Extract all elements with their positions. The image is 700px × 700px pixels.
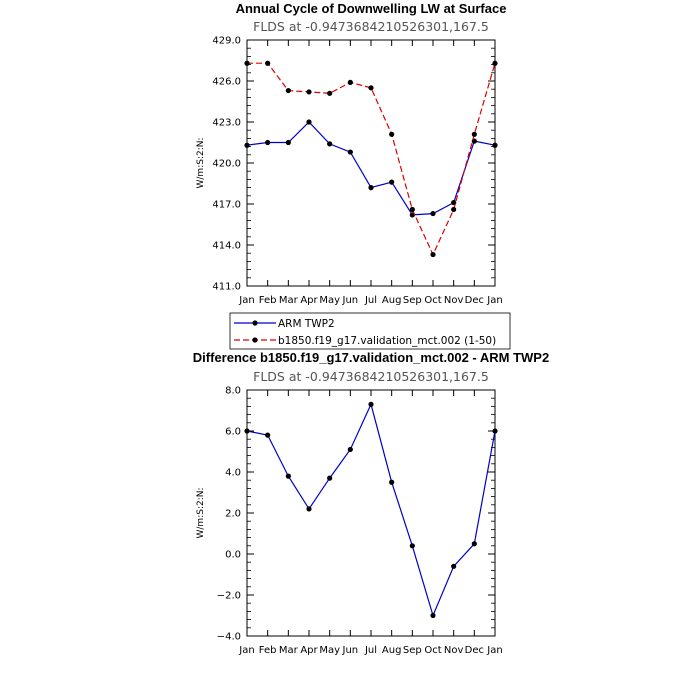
y-tick-label: 2.0	[225, 508, 241, 520]
series-line-0	[247, 404, 495, 615]
data-point	[265, 140, 270, 145]
data-point	[348, 80, 353, 85]
x-tick-label: May	[319, 645, 341, 656]
x-tick-label: Jul	[364, 295, 378, 306]
data-point	[327, 91, 332, 96]
data-point	[389, 480, 394, 485]
x-tick-label: Sep	[402, 295, 422, 306]
x-tick-label: Mar	[278, 295, 298, 306]
x-tick-label: Oct	[424, 295, 442, 306]
data-point	[244, 61, 249, 66]
x-tick-label: Jul	[364, 645, 378, 656]
data-point	[368, 185, 373, 190]
y-tick-label: 8.0	[225, 385, 241, 397]
series-layer	[244, 61, 497, 258]
y-tick-label: 4.0	[225, 467, 241, 479]
plot-frame	[247, 40, 495, 286]
data-point	[306, 119, 311, 124]
x-tick-label: Jan	[487, 295, 503, 306]
plot-area	[247, 390, 495, 636]
data-point	[348, 149, 353, 154]
data-point	[306, 89, 311, 94]
data-point	[265, 433, 270, 438]
series-layer	[244, 402, 497, 618]
legend	[230, 313, 510, 349]
x-tick-label: Nov	[443, 645, 464, 656]
x-tick-label: Mar	[278, 645, 298, 656]
legend-label-model: b1850.f19_g17.validation_mct.002 (1-50)	[278, 335, 497, 347]
y-axis-label: W/m:S:2:N:	[196, 487, 206, 539]
x-tick-label: Feb	[258, 295, 277, 306]
data-point	[306, 506, 311, 511]
data-point	[492, 143, 497, 148]
x-tick-label: Aug	[381, 295, 402, 306]
x-tick-label: May	[319, 295, 341, 306]
x-tick-label: Apr	[300, 295, 318, 306]
data-point	[368, 402, 373, 407]
y-tick-label: 6.0	[225, 426, 241, 438]
x-tick-label: Jun	[342, 645, 359, 656]
x-tick-label: Sep	[402, 645, 422, 656]
data-point	[389, 132, 394, 137]
data-point	[286, 140, 291, 145]
y-tick-label: 420.0	[212, 158, 241, 170]
tick-labels	[217, 386, 503, 657]
legend-marker-model	[252, 337, 257, 342]
data-point	[286, 88, 291, 93]
data-point	[327, 476, 332, 481]
x-tick-label: Jan	[239, 645, 255, 656]
x-tick-label: Dec	[464, 645, 485, 656]
plot-frame	[247, 390, 495, 636]
data-point	[244, 428, 249, 433]
y-tick-label: 429.0	[212, 35, 241, 47]
data-point	[265, 61, 270, 66]
data-point	[492, 428, 497, 433]
data-point	[348, 447, 353, 452]
chart-title: Difference b1850.f19_g17.validation_mct.002 - ARM TWP2	[192, 350, 550, 365]
chart-bottom	[193, 350, 549, 656]
data-point	[472, 132, 477, 137]
x-tick-label: Aug	[381, 645, 402, 656]
x-tick-label: Nov	[443, 295, 464, 306]
y-tick-label: −2.0	[216, 590, 241, 602]
tick-labels	[212, 36, 502, 307]
y-tick-label: 0.0	[225, 549, 241, 561]
x-tick-label: Oct	[424, 645, 442, 656]
y-tick-label: 417.0	[212, 199, 241, 211]
data-point	[472, 541, 477, 546]
data-point	[410, 207, 415, 212]
x-tick-label: Feb	[258, 645, 277, 656]
data-point	[286, 474, 291, 479]
x-tick-label: Jun	[342, 295, 359, 306]
data-point	[389, 180, 394, 185]
x-tick-label: Jan	[487, 645, 503, 656]
chart-title: Annual Cycle of Downwelling LW at Surface	[235, 1, 507, 16]
x-tick-label: Dec	[464, 295, 485, 306]
y-axis-label: W/m:S:2:N:	[196, 137, 206, 189]
chart-top	[196, 1, 506, 306]
y-tick-label: 411.0	[212, 281, 241, 293]
y-tick-label: −4.0	[216, 631, 241, 643]
data-point	[451, 564, 456, 569]
series-line-1	[247, 63, 495, 254]
data-point	[430, 211, 435, 216]
data-point	[430, 613, 435, 618]
x-tick-label: Jan	[239, 295, 255, 306]
data-point	[492, 61, 497, 66]
series-line-0	[247, 122, 495, 215]
x-tick-label: Apr	[300, 645, 318, 656]
y-tick-label: 426.0	[212, 76, 241, 88]
legend-label-arm: ARM TWP2	[278, 318, 335, 330]
legend-marker-arm	[252, 320, 257, 325]
y-tick-label: 414.0	[212, 240, 241, 252]
plot-area	[247, 40, 495, 286]
data-point	[430, 252, 435, 257]
chart-subtitle: FLDS at -0.9473684210526301,167.5	[253, 19, 489, 34]
chart-subtitle: FLDS at -0.9473684210526301,167.5	[253, 369, 489, 384]
data-point	[368, 85, 373, 90]
data-point	[410, 543, 415, 548]
y-tick-label: 423.0	[212, 117, 241, 129]
data-point	[244, 143, 249, 148]
data-point	[451, 207, 456, 212]
data-point	[327, 141, 332, 146]
